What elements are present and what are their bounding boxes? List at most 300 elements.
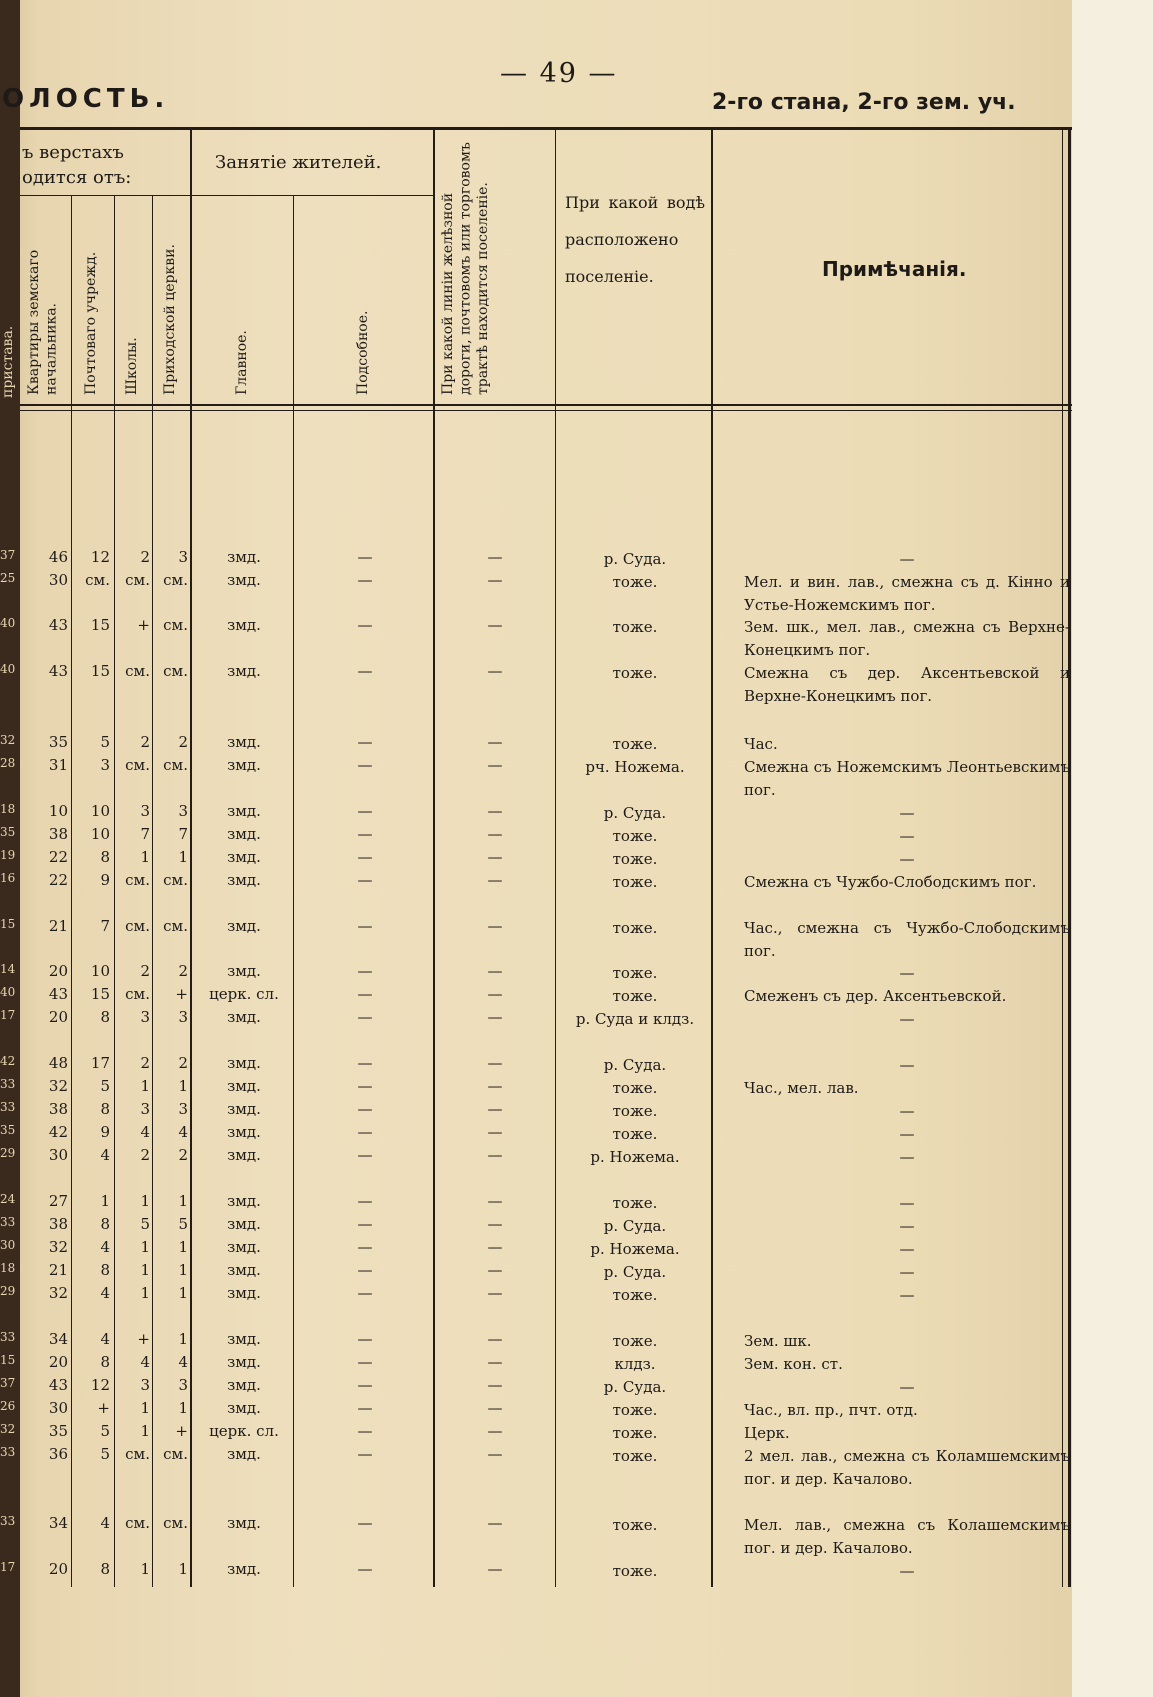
cell-water: тоже. (612, 1079, 658, 1097)
cell-church-distance: + (175, 1422, 188, 1440)
cell-zemsky-distance: 30 (48, 1146, 68, 1164)
cell-remark: — (899, 1562, 915, 1580)
cell-zemsky-distance: 43 (48, 662, 68, 680)
edge-number: 17 (0, 1560, 16, 1574)
cell-main-occupation: змд. (227, 871, 261, 889)
cell-main-occupation: змд. (227, 1514, 261, 1532)
cell-post-distance: 4 (100, 1284, 110, 1302)
cell-aux-occupation: — (357, 1077, 373, 1095)
cell-road: — (487, 1077, 503, 1095)
cell-remark: — (899, 1148, 915, 1166)
cell-zemsky-distance: 48 (48, 1054, 68, 1072)
edge-number: 33 (0, 1445, 16, 1459)
cell-water: тоже. (612, 1332, 658, 1350)
edge-number: 33 (0, 1077, 16, 1091)
edge-number: 24 (0, 1192, 16, 1206)
cell-water: тоже. (612, 618, 658, 636)
cell-water: тоже. (612, 1516, 658, 1534)
cell-main-occupation: змд. (227, 548, 261, 566)
cell-church-distance: 3 (178, 548, 188, 566)
cell-road: — (487, 1284, 503, 1302)
cell-aux-occupation: — (357, 825, 373, 843)
cell-road: — (487, 571, 503, 589)
cell-zemsky-distance: 21 (48, 917, 68, 935)
cell-road: — (487, 1146, 503, 1164)
cell-remark: Зем. шк. (744, 1332, 812, 1350)
cell-school-distance: 1 (140, 1077, 150, 1095)
cell-remark: Церк. (744, 1424, 790, 1442)
edge-number: 19 (0, 848, 16, 862)
cell-zemsky-distance: 27 (48, 1192, 68, 1210)
cell-school-distance: + (137, 1330, 150, 1348)
cell-school-distance: 7 (140, 825, 150, 843)
cell-main-occupation: змд. (227, 1399, 261, 1417)
cell-road: — (487, 756, 503, 774)
cell-remark: — (899, 1010, 915, 1028)
cell-aux-occupation: — (357, 1445, 373, 1463)
cell-zemsky-distance: 34 (48, 1514, 68, 1532)
edge-number: 25 (0, 571, 16, 585)
cell-remark: Смежна съ Чужбо-Слободскимъ пог. (744, 873, 1037, 891)
cell-post-distance: + (97, 1399, 110, 1417)
edge-number: 32 (0, 1422, 16, 1436)
cell-church-distance: 1 (178, 1399, 188, 1417)
cell-zemsky-distance: 31 (48, 756, 68, 774)
cell-zemsky-distance: 38 (48, 825, 68, 843)
cell-aux-occupation: — (357, 985, 373, 1003)
edge-number: 28 (0, 756, 16, 770)
cell-post-distance: 10 (90, 825, 110, 843)
cell-school-distance: 1 (140, 1261, 150, 1279)
cell-remark: — (899, 1263, 915, 1281)
cell-water: тоже. (612, 919, 658, 937)
cell-main-occupation: змд. (227, 1376, 261, 1394)
cell-aux-occupation: — (357, 1353, 373, 1371)
cell-remark: — (899, 550, 915, 568)
edge-number: 33 (0, 1215, 16, 1229)
cell-school-distance: 1 (140, 1238, 150, 1256)
edge-number: 37 (0, 1376, 16, 1390)
cell-post-distance: 7 (100, 917, 110, 935)
cell-post-distance: 8 (100, 1215, 110, 1233)
cell-water: тоже. (612, 1194, 658, 1212)
cell-post-distance: 15 (90, 985, 110, 1003)
cell-zemsky-distance: 22 (48, 848, 68, 866)
cell-zemsky-distance: 34 (48, 1330, 68, 1348)
cell-water: р. Суда и клдз. (575, 1010, 695, 1028)
cell-road: — (487, 1215, 503, 1233)
cell-water: тоже. (612, 850, 658, 868)
cell-remark: — (899, 850, 915, 868)
cell-aux-occupation: — (357, 1376, 373, 1394)
cell-water: тоже. (612, 1102, 658, 1120)
cell-aux-occupation: — (357, 1100, 373, 1118)
cell-water: р. Суда. (603, 1217, 667, 1235)
cell-road: — (487, 1399, 503, 1417)
header-col-water: При какой водѣ расположено поселеніе. (565, 193, 705, 286)
cell-water: р. Суда. (603, 1378, 667, 1396)
cell-school-distance: 2 (140, 1146, 150, 1164)
cell-school-distance: см. (125, 871, 150, 889)
cell-school-distance: 2 (140, 733, 150, 751)
cell-remark: Смежна съ дер. Аксентьевской и Верхне-Конецкимъ пог. (744, 664, 1070, 705)
cell-zemsky-distance: 46 (48, 548, 68, 566)
cell-main-occupation: змд. (227, 1146, 261, 1164)
cell-post-distance: 15 (90, 616, 110, 634)
cell-school-distance: + (137, 616, 150, 634)
header-col-school: Школы. (124, 337, 140, 395)
cell-school-distance: см. (125, 571, 150, 589)
cell-main-occupation: церк. сл. (209, 985, 279, 1003)
cell-school-distance: 3 (140, 1376, 150, 1394)
cell-church-distance: см. (163, 662, 188, 680)
cell-water: рч. Ножема. (585, 758, 685, 776)
cell-church-distance: 2 (178, 962, 188, 980)
cell-post-distance: 4 (100, 1238, 110, 1256)
cell-school-distance: 5 (140, 1215, 150, 1233)
cell-aux-occupation: — (357, 1422, 373, 1440)
cell-road: — (487, 1353, 503, 1371)
cell-zemsky-distance: 43 (48, 1376, 68, 1394)
cell-zemsky-distance: 38 (48, 1215, 68, 1233)
cell-post-distance: 5 (100, 1445, 110, 1463)
cell-road: — (487, 1445, 503, 1463)
cell-main-occupation: змд. (227, 1192, 261, 1210)
cell-main-occupation: змд. (227, 1100, 261, 1118)
cell-road: — (487, 1261, 503, 1279)
cell-school-distance: 4 (140, 1353, 150, 1371)
edge-number: 29 (0, 1146, 16, 1160)
cell-road: — (487, 733, 503, 751)
header-occupation-group: Занятіе жителей. (215, 152, 382, 173)
cell-water: тоже. (612, 1562, 658, 1580)
cell-main-occupation: змд. (227, 1123, 261, 1141)
cell-water: р. Суда. (603, 804, 667, 822)
cell-post-distance: 15 (90, 662, 110, 680)
cell-school-distance: 3 (140, 802, 150, 820)
cell-school-distance: 3 (140, 1008, 150, 1026)
cell-remark: — (899, 1217, 915, 1235)
edge-number: 37 (0, 548, 16, 562)
stan-heading: 2-го стана, 2-го зем. уч. (712, 90, 1016, 115)
cell-main-occupation: змд. (227, 1261, 261, 1279)
cell-zemsky-distance: 20 (48, 962, 68, 980)
cell-school-distance: 2 (140, 962, 150, 980)
cell-church-distance: 1 (178, 1077, 188, 1095)
cell-remark: — (899, 1194, 915, 1212)
edge-number: 32 (0, 733, 16, 747)
cell-remark: — (899, 804, 915, 822)
cell-aux-occupation: — (357, 802, 373, 820)
edge-number: 33 (0, 1100, 16, 1114)
cell-zemsky-distance: 21 (48, 1261, 68, 1279)
cell-water: тоже. (612, 573, 658, 591)
cell-church-distance: см. (163, 756, 188, 774)
cell-zemsky-distance: 20 (48, 1353, 68, 1371)
cell-road: — (487, 1008, 503, 1026)
header-col-post: Почтоваго учрежд. (83, 251, 99, 395)
cell-post-distance: 4 (100, 1330, 110, 1348)
cell-aux-occupation: — (357, 1123, 373, 1141)
cell-road: — (487, 1192, 503, 1210)
cell-zemsky-distance: 10 (48, 802, 68, 820)
cell-church-distance: 4 (178, 1123, 188, 1141)
edge-number: 42 (0, 1054, 16, 1068)
cell-road: — (487, 962, 503, 980)
cell-school-distance: см. (125, 756, 150, 774)
cell-church-distance: 3 (178, 802, 188, 820)
cell-zemsky-distance: 30 (48, 1399, 68, 1417)
cell-road: — (487, 616, 503, 634)
cell-post-distance: 8 (100, 1008, 110, 1026)
cell-road: — (487, 848, 503, 866)
cell-water: тоже. (612, 827, 658, 845)
adjacent-page-edge (1072, 0, 1153, 1697)
cell-church-distance: 1 (178, 1192, 188, 1210)
cell-water: тоже. (612, 1125, 658, 1143)
cell-road: — (487, 1238, 503, 1256)
cell-road: — (487, 1560, 503, 1578)
cell-road: — (487, 802, 503, 820)
cell-church-distance: 2 (178, 1146, 188, 1164)
cell-aux-occupation: — (357, 571, 373, 589)
cell-church-distance: см. (163, 917, 188, 935)
cell-road: — (487, 985, 503, 1003)
cell-main-occupation: змд. (227, 616, 261, 634)
cell-road: — (487, 1054, 503, 1072)
cell-zemsky-distance: 20 (48, 1008, 68, 1026)
cell-road: — (487, 548, 503, 566)
cell-main-occupation: змд. (227, 825, 261, 843)
cell-remark: — (899, 1102, 915, 1120)
cell-zemsky-distance: 20 (48, 1560, 68, 1578)
cell-church-distance: 7 (178, 825, 188, 843)
cell-church-distance: 2 (178, 733, 188, 751)
cell-main-occupation: змд. (227, 1215, 261, 1233)
cell-church-distance: 3 (178, 1100, 188, 1118)
cell-water: тоже. (612, 1401, 658, 1419)
cell-zemsky-distance: 35 (48, 733, 68, 751)
cell-water: тоже. (612, 964, 658, 982)
cell-remark: Зем. шк., мел. лав., смежна съ Верхне-Конецкимъ пог. (744, 618, 1070, 659)
cell-church-distance: 5 (178, 1215, 188, 1233)
cell-aux-occupation: — (357, 1261, 373, 1279)
cell-school-distance: 3 (140, 1100, 150, 1118)
cell-water: клдз. (614, 1355, 656, 1373)
cell-main-occupation: змд. (227, 1284, 261, 1302)
cell-remark: — (899, 1286, 915, 1304)
cell-church-distance: 1 (178, 1330, 188, 1348)
cell-main-occupation: змд. (227, 802, 261, 820)
edge-number: 26 (0, 1399, 16, 1413)
cell-church-distance: 2 (178, 1054, 188, 1072)
cell-remark: Час. (744, 735, 778, 753)
cell-water: тоже. (612, 664, 658, 682)
cell-water: тоже. (612, 1286, 658, 1304)
cell-church-distance: 3 (178, 1008, 188, 1026)
cell-aux-occupation: — (357, 1146, 373, 1164)
cell-church-distance: 1 (178, 1238, 188, 1256)
cell-aux-occupation: — (357, 1008, 373, 1026)
cell-main-occupation: змд. (227, 662, 261, 680)
cell-water: р. Ножема. (590, 1240, 680, 1258)
cell-school-distance: 1 (140, 1422, 150, 1440)
cell-post-distance: 8 (100, 1261, 110, 1279)
cell-post-distance: 17 (90, 1054, 110, 1072)
cell-aux-occupation: — (357, 871, 373, 889)
cell-remark: Час., смежна съ Чужбо-Слободскимъ пог. (744, 919, 1070, 960)
cell-water: р. Суда. (603, 550, 667, 568)
cell-post-distance: 4 (100, 1146, 110, 1164)
cell-main-occupation: змд. (227, 962, 261, 980)
edge-number: 17 (0, 1008, 16, 1022)
edge-number: 33 (0, 1330, 16, 1344)
cell-road: — (487, 1123, 503, 1141)
cell-post-distance: 8 (100, 1100, 110, 1118)
cell-road: — (487, 1376, 503, 1394)
edge-number: 40 (0, 616, 16, 630)
cell-school-distance: 1 (140, 1399, 150, 1417)
cell-remark: — (899, 827, 915, 845)
edge-number: 14 (0, 962, 16, 976)
cell-school-distance: 2 (140, 548, 150, 566)
cell-main-occupation: змд. (227, 756, 261, 774)
cell-main-occupation: змд. (227, 1077, 261, 1095)
cell-aux-occupation: — (357, 1330, 373, 1348)
cell-main-occupation: змд. (227, 1054, 261, 1072)
header-col-zemsky: Квартиры земскаго начальника. (26, 249, 60, 395)
cell-aux-occupation: — (357, 1284, 373, 1302)
cell-remark: Час., вл. пр., пчт. отд. (744, 1401, 918, 1419)
cell-zemsky-distance: 30 (48, 571, 68, 589)
cell-aux-occupation: — (357, 756, 373, 774)
cell-remark: Смеженъ съ дер. Аксентьевской. (744, 987, 1007, 1005)
cell-water: тоже. (612, 987, 658, 1005)
cell-church-distance: см. (163, 571, 188, 589)
cell-church-distance: 1 (178, 1261, 188, 1279)
cell-post-distance: 12 (90, 548, 110, 566)
cell-zemsky-distance: 38 (48, 1100, 68, 1118)
cell-church-distance: 3 (178, 1376, 188, 1394)
cell-remark: Час., мел. лав. (744, 1079, 859, 1097)
cell-school-distance: см. (125, 1445, 150, 1463)
cell-post-distance: 10 (90, 962, 110, 980)
cell-school-distance: 2 (140, 1054, 150, 1072)
cell-post-distance: 8 (100, 848, 110, 866)
cell-aux-occupation: — (357, 616, 373, 634)
cell-aux-occupation: — (357, 662, 373, 680)
cell-zemsky-distance: 36 (48, 1445, 68, 1463)
cell-post-distance: 9 (100, 871, 110, 889)
cell-road: — (487, 825, 503, 843)
cell-road: — (487, 871, 503, 889)
cell-remark: Мел. и вин. лав., смежна съ д. Кінно и Устье-Ножемскимъ пог. (744, 573, 1070, 614)
header-col-pristav: пристава. (0, 325, 16, 398)
cell-road: — (487, 1422, 503, 1440)
header-col-main: Главное. (234, 330, 250, 395)
cell-school-distance: см. (125, 662, 150, 680)
cell-road: — (487, 1100, 503, 1118)
cell-zemsky-distance: 42 (48, 1123, 68, 1141)
cell-main-occupation: змд. (227, 1008, 261, 1026)
cell-post-distance: 5 (100, 1077, 110, 1095)
cell-water: тоже. (612, 1447, 658, 1465)
cell-road: — (487, 1514, 503, 1532)
edge-number: 16 (0, 871, 16, 885)
edge-number: 18 (0, 1261, 16, 1275)
cell-aux-occupation: — (357, 962, 373, 980)
cell-school-distance: см. (125, 985, 150, 1003)
cell-remark: Смежна съ Ножемскимъ Леонтьевскимъ пог. (744, 758, 1070, 799)
cell-post-distance: 8 (100, 1560, 110, 1578)
cell-zemsky-distance: 32 (48, 1238, 68, 1256)
cell-church-distance: см. (163, 1445, 188, 1463)
cell-aux-occupation: — (357, 1560, 373, 1578)
page-number: — 49 — (500, 58, 618, 89)
cell-aux-occupation: — (357, 1399, 373, 1417)
cell-aux-occupation: — (357, 548, 373, 566)
cell-post-distance: 9 (100, 1123, 110, 1141)
cell-post-distance: 5 (100, 733, 110, 751)
cell-remark: — (899, 964, 915, 982)
cell-main-occupation: змд. (227, 1353, 261, 1371)
cell-remark: Мел. лав., смежна съ Колашемскимъ пог. и дер. Качалово. (744, 1516, 1070, 1557)
edge-number: 18 (0, 802, 16, 816)
edge-number: 30 (0, 1238, 16, 1252)
cell-aux-occupation: — (357, 848, 373, 866)
cell-school-distance: см. (125, 917, 150, 935)
cell-zemsky-distance: 35 (48, 1422, 68, 1440)
cell-remark: 2 мел. лав., смежна съ Коламшемскимъ пог. и дер. Качалово. (744, 1447, 1070, 1488)
cell-school-distance: 4 (140, 1123, 150, 1141)
header-col-road: При какой линіи желѣзной дороги, почтовомъ или торговомъ трактѣ находится поселеніе. (440, 142, 491, 395)
edge-number: 15 (0, 1353, 16, 1367)
edge-number: 40 (0, 662, 16, 676)
cell-church-distance: 1 (178, 1284, 188, 1302)
cell-aux-occupation: — (357, 1054, 373, 1072)
cell-aux-occupation: — (357, 1238, 373, 1256)
cell-school-distance: 1 (140, 1560, 150, 1578)
cell-water: р. Суда. (603, 1263, 667, 1281)
cell-water: тоже. (612, 1424, 658, 1442)
cell-post-distance: 12 (90, 1376, 110, 1394)
cell-main-occupation: змд. (227, 571, 261, 589)
cell-main-occupation: змд. (227, 1238, 261, 1256)
cell-church-distance: 4 (178, 1353, 188, 1371)
cell-main-occupation: змд. (227, 917, 261, 935)
cell-school-distance: см. (125, 1514, 150, 1532)
cell-remark: — (899, 1056, 915, 1074)
cell-church-distance: 1 (178, 1560, 188, 1578)
header-col-church: Приходской церкви. (162, 244, 178, 395)
header-col-aux: Подсобное. (355, 310, 371, 395)
cell-church-distance: 1 (178, 848, 188, 866)
cell-water: р. Ножема. (590, 1148, 680, 1166)
cell-main-occupation: змд. (227, 848, 261, 866)
cell-main-occupation: церк. сл. (209, 1422, 279, 1440)
cell-zemsky-distance: 32 (48, 1284, 68, 1302)
cell-main-occupation: змд. (227, 733, 261, 751)
cell-remark: — (899, 1378, 915, 1396)
cell-main-occupation: змд. (227, 1330, 261, 1348)
edge-number: 33 (0, 1514, 16, 1528)
cell-aux-occupation: — (357, 1192, 373, 1210)
cell-post-distance: 4 (100, 1514, 110, 1532)
cell-main-occupation: змд. (227, 1445, 261, 1463)
cell-main-occupation: змд. (227, 1560, 261, 1578)
cell-post-distance: 1 (100, 1192, 110, 1210)
cell-remark: Зем. кон. ст. (744, 1355, 843, 1373)
